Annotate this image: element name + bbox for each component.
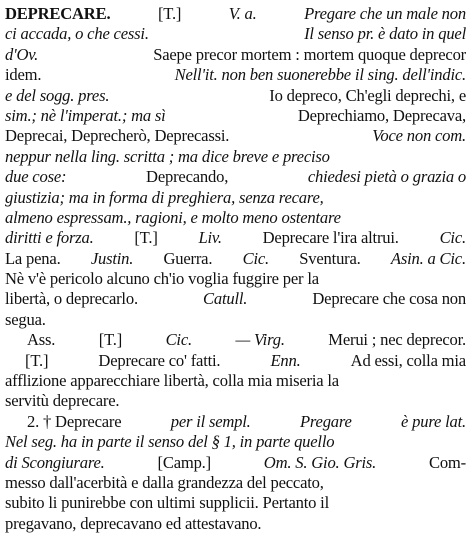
text-line — [5, 167, 466, 187]
text-segment: Asin. a Cic. — [390, 248, 466, 268]
text-segment: Catull. — [203, 289, 248, 309]
text-segment: idem. — [5, 65, 42, 85]
text-line — [5, 371, 466, 391]
text-segment: Deprechiamo, Deprecava, — [297, 105, 466, 125]
text-line — [5, 188, 466, 208]
text-line — [5, 473, 466, 493]
text-line — [5, 514, 466, 534]
text-segment: [Camp.] — [157, 452, 211, 472]
text-segment: 2. † Deprecare — [27, 411, 122, 431]
text-segment: almeno espressam., ragioni, e molto meno ostentare — [5, 207, 341, 227]
text-line — [5, 412, 466, 432]
text-segment: Deprecare co' fatti. — [98, 350, 221, 370]
text-segment: è pure lat. — [401, 411, 466, 431]
text-line — [5, 106, 466, 126]
text-line — [5, 208, 466, 228]
text-segment: giustizia; ma in forma di preghiera, senza recare, — [5, 187, 324, 207]
text-line — [5, 432, 466, 452]
text-segment: Cic. — [439, 228, 466, 248]
text-segment: Pregare — [299, 411, 352, 431]
text-segment: pregavano, deprecavano ed attestavano. — [5, 513, 262, 533]
text-line — [5, 351, 466, 371]
text-segment: Voce non com. — [372, 126, 466, 146]
text-segment: diritti e forza. — [5, 228, 94, 248]
text-segment: due cose: — [5, 167, 67, 187]
text-segment: Io depreco, Ch'egli deprechi, e — [269, 85, 466, 105]
text-segment: [T.] — [98, 330, 123, 350]
text-line — [5, 493, 466, 513]
text-segment: Nel seg. ha in parte il senso del § 1, in parte quello — [5, 432, 335, 452]
text-segment: Saepe precor mortem : mortem quoque deprecor — [153, 44, 466, 64]
text-line — [5, 453, 466, 473]
text-segment: Il senso pr. è dato in quel — [304, 24, 466, 44]
text-segment: afflizione apparecchiare libertà, colla mia miseria la — [5, 371, 339, 391]
text-line — [5, 86, 466, 106]
text-line — [5, 289, 466, 309]
text-segment: per il sempl. — [170, 411, 251, 431]
text-segment: Om. S. Gio. Gris. — [263, 452, 377, 472]
text-segment: [T.] — [134, 228, 158, 248]
text-segment: — Virg. — [235, 330, 285, 350]
text-line — [5, 391, 466, 411]
text-segment: Enn. — [270, 350, 301, 370]
text-segment: chiedesi pietà o grazia o — [307, 167, 466, 187]
text-segment: messo dall'acerbità e dalla grandezza del peccato, — [5, 472, 324, 492]
text-segment: Deprecare che cosa non — [312, 289, 466, 309]
text-segment: Nell'it. non ben suonerebbe il sing. dell'indic. — [174, 65, 466, 85]
text-line — [5, 4, 466, 24]
text-segment: ci accada, o che cessi. — [5, 24, 149, 44]
text-line — [5, 249, 466, 269]
text-segment: Deprecare l'ira altrui. — [262, 228, 399, 248]
text-segment: [T.] — [25, 350, 49, 370]
text-segment: Pregare che un male non — [304, 4, 466, 23]
text-segment: Com- — [428, 452, 466, 472]
text-segment: di Scongiurare. — [5, 452, 105, 472]
text-segment: Cic. — [242, 248, 269, 268]
text-segment: Ad essi, colla mia — [350, 350, 466, 370]
text-line — [5, 45, 466, 65]
text-segment: libertà, o deprecarlo. — [5, 289, 138, 309]
text-line — [5, 228, 466, 248]
text-line — [5, 310, 466, 330]
text-line — [5, 65, 466, 85]
text-segment: segua. — [5, 309, 46, 329]
text-segment: Merui ; nec deprecor. — [328, 330, 466, 350]
text-segment: sim.; nè l'imperat.; ma sì — [5, 105, 166, 125]
text-segment: Cic. — [165, 330, 192, 350]
text-segment: e del sogg. pres. — [5, 85, 110, 105]
text-line — [5, 330, 466, 350]
text-segment: Deprecando, — [146, 167, 229, 187]
text-line — [5, 269, 466, 289]
text-segment: Justin. — [90, 248, 134, 268]
text-segment: La pena. — [5, 248, 61, 268]
text-segment: Ass. — [27, 330, 56, 350]
text-segment: servitù deprecare. — [5, 391, 120, 411]
entry-text — [5, 4, 466, 534]
text-line — [5, 126, 466, 146]
text-line — [5, 147, 466, 167]
text-segment: Liv. — [198, 228, 222, 248]
text-segment: d'Ov. — [5, 44, 39, 64]
text-segment: [T.] — [157, 4, 182, 23]
text-line — [5, 24, 466, 44]
headword: DEPRECARE. — [5, 4, 111, 23]
text-segment: Sventura. — [299, 248, 361, 268]
text-segment: neppur nella ling. scritta ; ma dice breve e preciso — [5, 146, 330, 166]
text-segment: Deprecai, Deprecherò, Deprecassi. — [5, 126, 230, 146]
text-segment: subito li punirebbe con ultimi supplicii. Pertanto il — [5, 493, 330, 513]
text-segment: Guerra. — [163, 248, 213, 268]
text-segment: Nè v'è pericolo alcuno ch'io voglia fuggire per la — [5, 269, 319, 289]
text-segment: V. a. — [228, 4, 257, 23]
